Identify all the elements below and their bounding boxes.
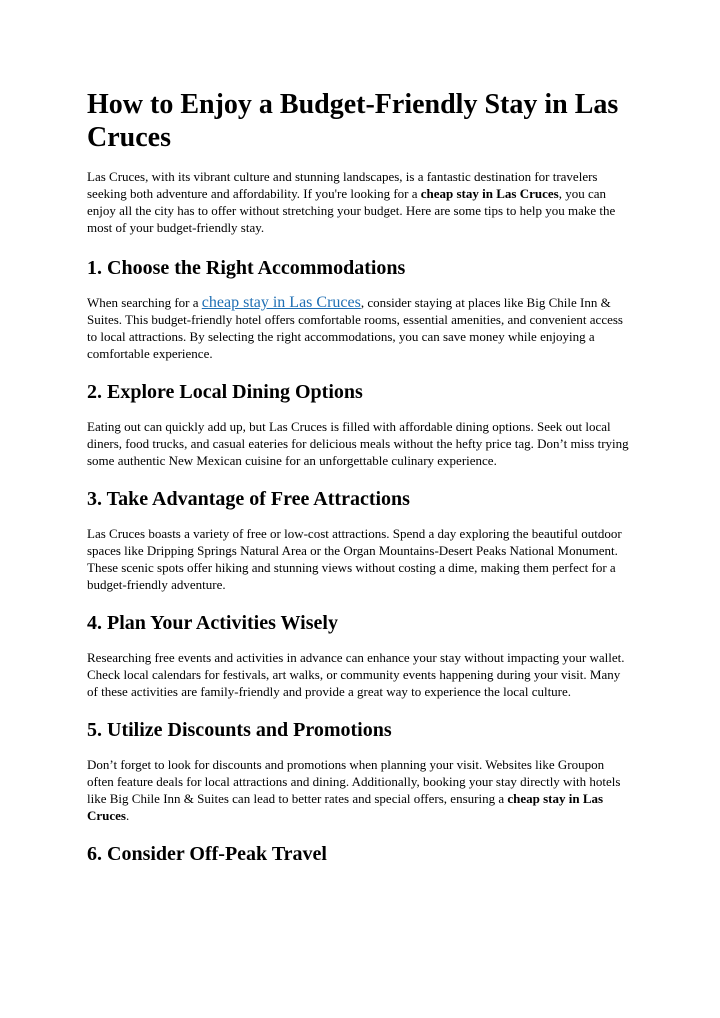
section-paragraph-5 [87, 756, 632, 824]
section-heading-4: 4. Plan Your Activities Wisely [87, 612, 338, 634]
intro-text-before: Las Cruces, with its vibrant culture and stunning landscapes, is a fantastic destination for travelers seeking both adventure and affordability. If you're looking for a [87, 169, 598, 201]
section-off-peak [87, 842, 632, 866]
section-discounts [87, 718, 632, 824]
intro-text-after: , you can enjoy all the city has to offer without stretching your budget. Here are some tips to help you make the most of your budget-friendly stay. [87, 186, 616, 235]
section-paragraph-4: Researching free events and activities in advance can enhance your stay without impacting your wallet. Check local calendars for festivals, art walks, or community events happening during your visit. Many of these activities are family-friendly and provide a great way to experience the local culture. [87, 650, 625, 699]
page-title: How to Enjoy a Budget-Friendly Stay in Las Cruces [87, 89, 619, 153]
cheap-stay-link[interactable]: cheap stay in Las Cruces [201, 294, 361, 311]
section-paragraph-3: Las Cruces boasts a variety of free or low-cost attractions. Spend a day exploring the beautiful outdoor spaces like Dripping Springs Natural Area or the Organ Mountains-Desert Peaks National Monument. These scenic spots offer hiking and stunning views without costing a dime, making them perfect for a budget-friendly adventure. [87, 526, 622, 592]
section-free-attractions [87, 487, 632, 593]
section-1-text-after: , consider staying at places like Big Chile Inn & Suites. This budget-friendly hotel offers comfortable rooms, essential amenities, and convenient access to local attractions. By selecting the right accommodations, you can save money while enjoying a comfortable experience. [87, 295, 623, 361]
section-heading-3: 3. Take Advantage of Free Attractions [87, 488, 410, 510]
section-heading-1: 1. Choose the Right Accommodations [87, 257, 406, 279]
section-activities [87, 611, 632, 700]
intro-paragraph [87, 168, 632, 236]
section-heading-2: 2. Explore Local Dining Options [87, 381, 363, 403]
section-heading-5: 5. Utilize Discounts and Promotions [87, 719, 392, 741]
section-dining [87, 380, 632, 469]
section-heading-6: 6. Consider Off-Peak Travel [87, 843, 327, 865]
section-5-text-after: . [126, 808, 130, 823]
section-5-bold-phrase: cheap stay in Las Cruces [87, 791, 604, 823]
document-page [87, 88, 632, 880]
intro-bold-phrase: cheap stay in Las Cruces [420, 186, 559, 201]
section-5-text-before: Don’t forget to look for discounts and promotions when planning your visit. Websites like Groupon often feature deals for local attractions and dining. Additionally, booking your stay directly with hotels like Big Chile Inn & Suites can lead to better rates and special offers, ensuring a [87, 757, 621, 806]
section-1-text-before: When searching for a [87, 295, 202, 310]
section-paragraph-1 [87, 294, 632, 362]
section-accommodations [87, 256, 632, 362]
section-paragraph-2: Eating out can quickly add up, but Las Cruces is filled with affordable dining options. Seek out local diners, food trucks, and casual eateries for delicious meals without the hefty price tag. Don’t miss trying some authentic New Mexican cuisine for an unforgettable culinary experience. [87, 419, 629, 468]
